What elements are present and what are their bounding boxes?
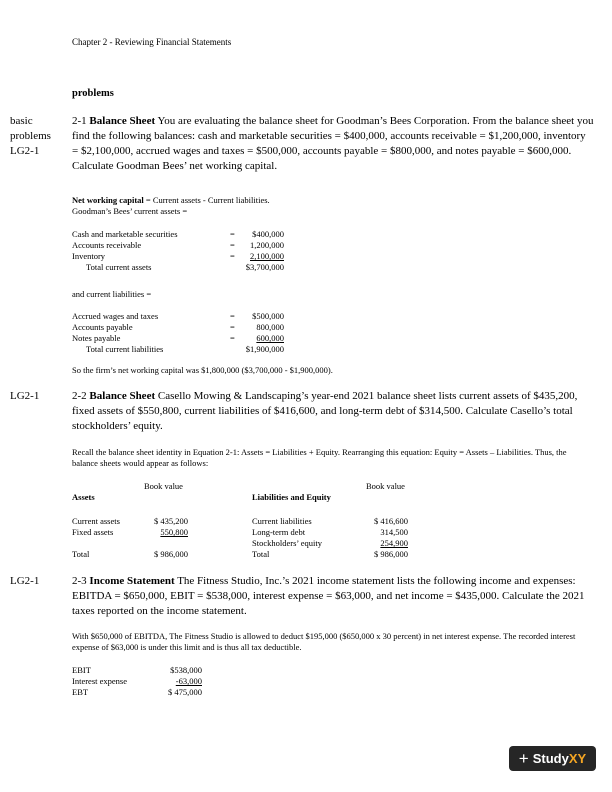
asset-value: 550,800 [160, 527, 188, 537]
side-label-lg: LG2-1 [10, 575, 40, 587]
problem-number: 2-1 [72, 115, 90, 127]
problem1-statement [72, 114, 594, 174]
problem-title: Income Statement [89, 575, 175, 587]
liability-value: $ 416,600 [374, 516, 408, 526]
equals-sign: = [230, 333, 235, 343]
problem2-explanation: Recall the balance sheet identity in Equation 2-1: Assets = Liabilities + Equity. Rearranging this equation: Equity = Assets – Liabilities. Thus, the balance sheets would appear as follows: [72, 447, 567, 468]
side-label-lg: LG2-1 [10, 390, 40, 402]
asset-label: Current assets [72, 516, 120, 526]
brand-word: Study [532, 751, 569, 766]
problem-title: Balance Sheet [89, 390, 156, 402]
side-label-basic: basic [10, 115, 33, 127]
problem-text: Casello Mowing & Landscaping’s year-end 2021 balance sheet lists current assets of $435,200, fixed assets of $550,800, current liabilities of $416,600, and long-term debt of $314,500. Calculate Casello’s total stockholders’ equity. [72, 390, 578, 432]
liability-label: Long-term debt [252, 527, 306, 537]
assets-total-value: $ 986,000 [154, 549, 188, 559]
total-assets-label: Total current assets [86, 262, 152, 272]
brand-accent: XY [568, 751, 587, 766]
equity-label: Stockholders’ equity [252, 538, 322, 548]
liability-value: 600,000 [256, 333, 284, 343]
problem1-side-labels [10, 114, 51, 159]
liability-value: $500,000 [252, 311, 284, 321]
asset-label: Inventory [72, 251, 106, 261]
income-label: EBIT [72, 665, 91, 675]
problem-text: You are evaluating the balance sheet for Goodman’s Bees Corporation. From the balance sheet you find the following balances: cash and marketable securities = $400,000, accounts receivable = $1,200,000, inventory = $2,100,000, accrued wages and taxes = $500,000, accounts payable = $800,000, and notes payable = $600,000. Calculate Goodman Bees’ net working capital. [72, 115, 594, 172]
equals-sign: = [230, 229, 235, 239]
income-label: EBT [72, 687, 89, 697]
assets-heading: Assets [72, 492, 95, 502]
problem-text: The Fitness Studio, Inc.’s 2021 income statement lists the following income and expenses: EBITDA = $650,000, EBIT = $538,000, interest expense = $63,000, and net income = $435,000. Calculate the 2021 taxes reported on the income statement. [72, 575, 585, 617]
side-label-lg: LG2-1 [10, 145, 40, 157]
total-liabilities-label: Total current liabilities [86, 344, 164, 354]
liabilities-intro: and current liabilities = [72, 289, 152, 299]
equals-sign: = [230, 251, 235, 261]
problem-title: Balance Sheet [89, 115, 156, 127]
brand-name [533, 751, 586, 766]
book-value-heading: Book value [366, 481, 405, 491]
asset-value: $400,000 [252, 229, 284, 239]
total-assets-value: $3,700,000 [245, 262, 284, 272]
side-label-problems: problems [10, 130, 51, 142]
equals-sign: = [230, 311, 235, 321]
asset-label: Cash and marketable securities [72, 229, 178, 239]
equals-sign: = [230, 240, 235, 250]
liability-label: Accounts payable [72, 322, 133, 332]
problem3-explanation: With $650,000 of EBITDA, The Fitness Studio is allowed to deduct $195,000 ($650,000 x 30 percent) in net interest expense. The recorded interest expense of $63,000 is under this limit and is thus all tax deductible. [72, 631, 576, 652]
asset-label: Accounts receivable [72, 240, 142, 250]
current-assets-intro: Goodman’s Bees’ current assets = [72, 206, 188, 216]
asset-value: 2,100,000 [250, 251, 284, 261]
book-value-heading: Book value [144, 481, 183, 491]
liability-value: 800,000 [256, 322, 284, 332]
plus-icon: + [518, 749, 529, 768]
problem-number: 2-3 [72, 575, 90, 587]
formula-line [72, 195, 582, 206]
income-value: $ 475,000 [168, 687, 202, 697]
liability-label: Current liabilities [252, 516, 312, 526]
liabilities-total-label: Total [252, 549, 270, 559]
problem2-statement [72, 389, 594, 434]
equity-value: 254,900 [380, 538, 408, 548]
problem-number: 2-2 [72, 390, 90, 402]
formula-text: = Current assets - Current liabilities. [143, 195, 270, 205]
asset-value: 1,200,000 [250, 240, 284, 250]
income-label: Interest expense [72, 676, 127, 686]
asset-value: $ 435,200 [154, 516, 188, 526]
chapter-header: Chapter 2 - Reviewing Financial Statements [72, 37, 232, 47]
income-value: $538,000 [170, 665, 202, 675]
section-title: problems [72, 88, 114, 99]
total-liabilities-value: $1,900,000 [245, 344, 284, 354]
liability-label: Notes payable [72, 333, 121, 343]
formula-label: Net working capital [72, 195, 144, 205]
asset-label: Fixed assets [72, 527, 114, 537]
equals-sign: = [230, 322, 235, 332]
liabilities-total-value: $ 986,000 [374, 549, 408, 559]
liabilities-heading: Liabilities and Equity [252, 492, 331, 502]
assets-total-label: Total [72, 549, 90, 559]
liability-value: 314,500 [380, 527, 408, 537]
liability-label: Accrued wages and taxes [72, 311, 159, 321]
conclusion: So the firm’s net working capital was $1,800,000 ($3,700,000 - $1,900,000). [72, 365, 333, 375]
studyxy-badge[interactable] [509, 746, 596, 771]
income-value: -63,000 [175, 676, 202, 686]
problem3-statement [72, 574, 594, 619]
